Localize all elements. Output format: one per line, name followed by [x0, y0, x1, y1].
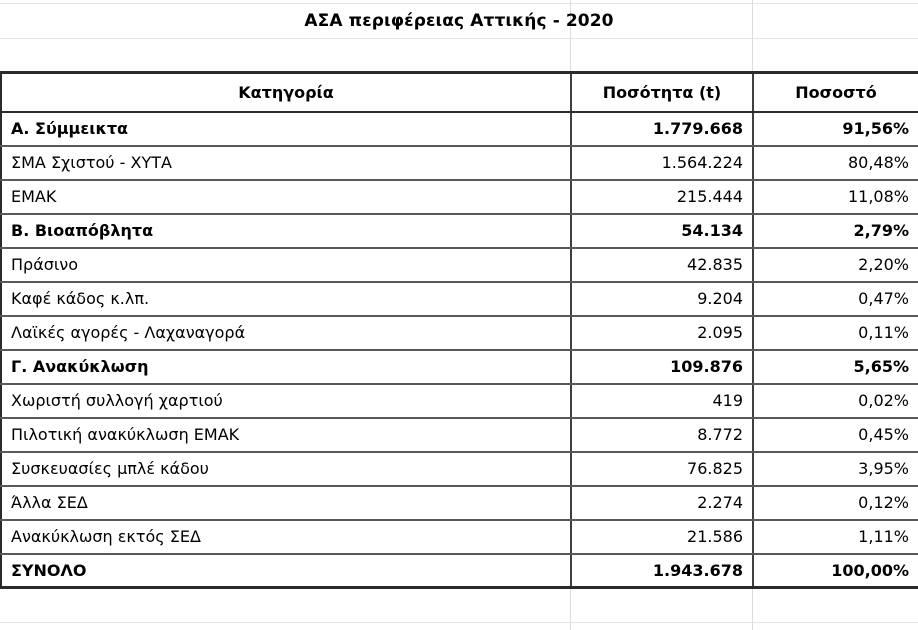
table-row[interactable]: [1, 180, 918, 214]
cell-percent[interactable]: 2,20%: [753, 248, 918, 282]
table-row[interactable]: [1, 418, 918, 452]
column-header-percent: Ποσοστό: [753, 73, 918, 112]
table-row[interactable]: [1, 350, 918, 384]
cell-quantity[interactable]: 2.095: [571, 316, 753, 350]
cell-quantity[interactable]: 1.779.668: [571, 112, 753, 146]
cell-percent[interactable]: 11,08%: [753, 180, 918, 214]
cell-category[interactable]: Συσκευασίες μπλέ κάδου: [1, 452, 571, 486]
table-row[interactable]: [1, 316, 918, 350]
cell-quantity[interactable]: 9.204: [571, 282, 753, 316]
cell-percent[interactable]: 0,02%: [753, 384, 918, 418]
cell-percent[interactable]: 5,65%: [753, 350, 918, 384]
table-row[interactable]: [1, 282, 918, 316]
cell-category[interactable]: Χωριστή συλλογή χαρτιού: [1, 384, 571, 418]
table-row[interactable]: [1, 214, 918, 248]
cell-percent[interactable]: 0,45%: [753, 418, 918, 452]
cell-percent[interactable]: 91,56%: [753, 112, 918, 146]
cell-quantity[interactable]: 215.444: [571, 180, 753, 214]
cell-quantity[interactable]: 1.564.224: [571, 146, 753, 180]
cell-category[interactable]: Α. Σύμμεικτα: [1, 112, 571, 146]
cell-quantity[interactable]: 419: [571, 384, 753, 418]
gridline-vertical: [570, 589, 571, 630]
table-row[interactable]: [1, 112, 918, 146]
gridline-horizontal: [0, 622, 918, 623]
waste-data-table: [0, 71, 918, 589]
cell-category[interactable]: Γ. Ανακύκλωση: [1, 350, 571, 384]
cell-percent[interactable]: 1,11%: [753, 520, 918, 554]
data-table-container: [0, 71, 918, 589]
column-header-quantity: Ποσότητα (t): [571, 73, 753, 112]
cell-quantity[interactable]: 8.772: [571, 418, 753, 452]
cell-quantity[interactable]: 1.943.678: [571, 554, 753, 588]
page-title: ΑΣΑ περιφέρειας Αττικής - 2020: [304, 11, 614, 31]
cell-category[interactable]: Ανακύκλωση εκτός ΣΕΔ: [1, 520, 571, 554]
table-body: [1, 112, 918, 588]
gridline-vertical: [752, 589, 753, 630]
table-row[interactable]: [1, 486, 918, 520]
table-row[interactable]: [1, 248, 918, 282]
table-row[interactable]: [1, 384, 918, 418]
cell-percent-highlighted[interactable]: 0,47%: [753, 282, 918, 316]
table-header-row: [1, 73, 918, 112]
table-header: [1, 73, 918, 112]
cell-quantity[interactable]: 109.876: [571, 350, 753, 384]
cell-percent[interactable]: 2,79%: [753, 214, 918, 248]
cell-percent[interactable]: 0,11%: [753, 316, 918, 350]
cell-quantity[interactable]: 2.274: [571, 486, 753, 520]
table-row[interactable]: [1, 554, 918, 588]
sheet-title-row: [0, 4, 918, 38]
cell-percent[interactable]: 0,12%: [753, 486, 918, 520]
cell-quantity[interactable]: 54.134: [571, 214, 753, 248]
table-row[interactable]: [1, 452, 918, 486]
cell-category[interactable]: Πιλοτική ανακύκλωση ΕΜΑΚ: [1, 418, 571, 452]
cell-percent-highlighted[interactable]: 3,95%: [753, 452, 918, 486]
cell-quantity[interactable]: 76.825: [571, 452, 753, 486]
column-header-category: Κατηγορία: [1, 73, 571, 112]
cell-category[interactable]: Πράσινο: [1, 248, 571, 282]
cell-category[interactable]: ΣΥΝΟΛΟ: [1, 554, 571, 588]
cell-category[interactable]: ΣΜΑ Σχιστού - ΧΥΤΑ: [1, 146, 571, 180]
cell-quantity[interactable]: 21.586: [571, 520, 753, 554]
cell-percent[interactable]: 80,48%: [753, 146, 918, 180]
cell-category[interactable]: ΕΜΑΚ: [1, 180, 571, 214]
table-row[interactable]: [1, 146, 918, 180]
gridline-horizontal: [0, 38, 918, 39]
table-row[interactable]: [1, 520, 918, 554]
cell-category[interactable]: Άλλα ΣΕΔ: [1, 486, 571, 520]
cell-percent[interactable]: 100,00%: [753, 554, 918, 588]
cell-category[interactable]: Καφέ κάδος κ.λπ.: [1, 282, 571, 316]
cell-quantity[interactable]: 42.835: [571, 248, 753, 282]
cell-category[interactable]: Λαϊκές αγορές - Λαχαναγορά: [1, 316, 571, 350]
cell-category[interactable]: Β. Βιοαπόβλητα: [1, 214, 571, 248]
